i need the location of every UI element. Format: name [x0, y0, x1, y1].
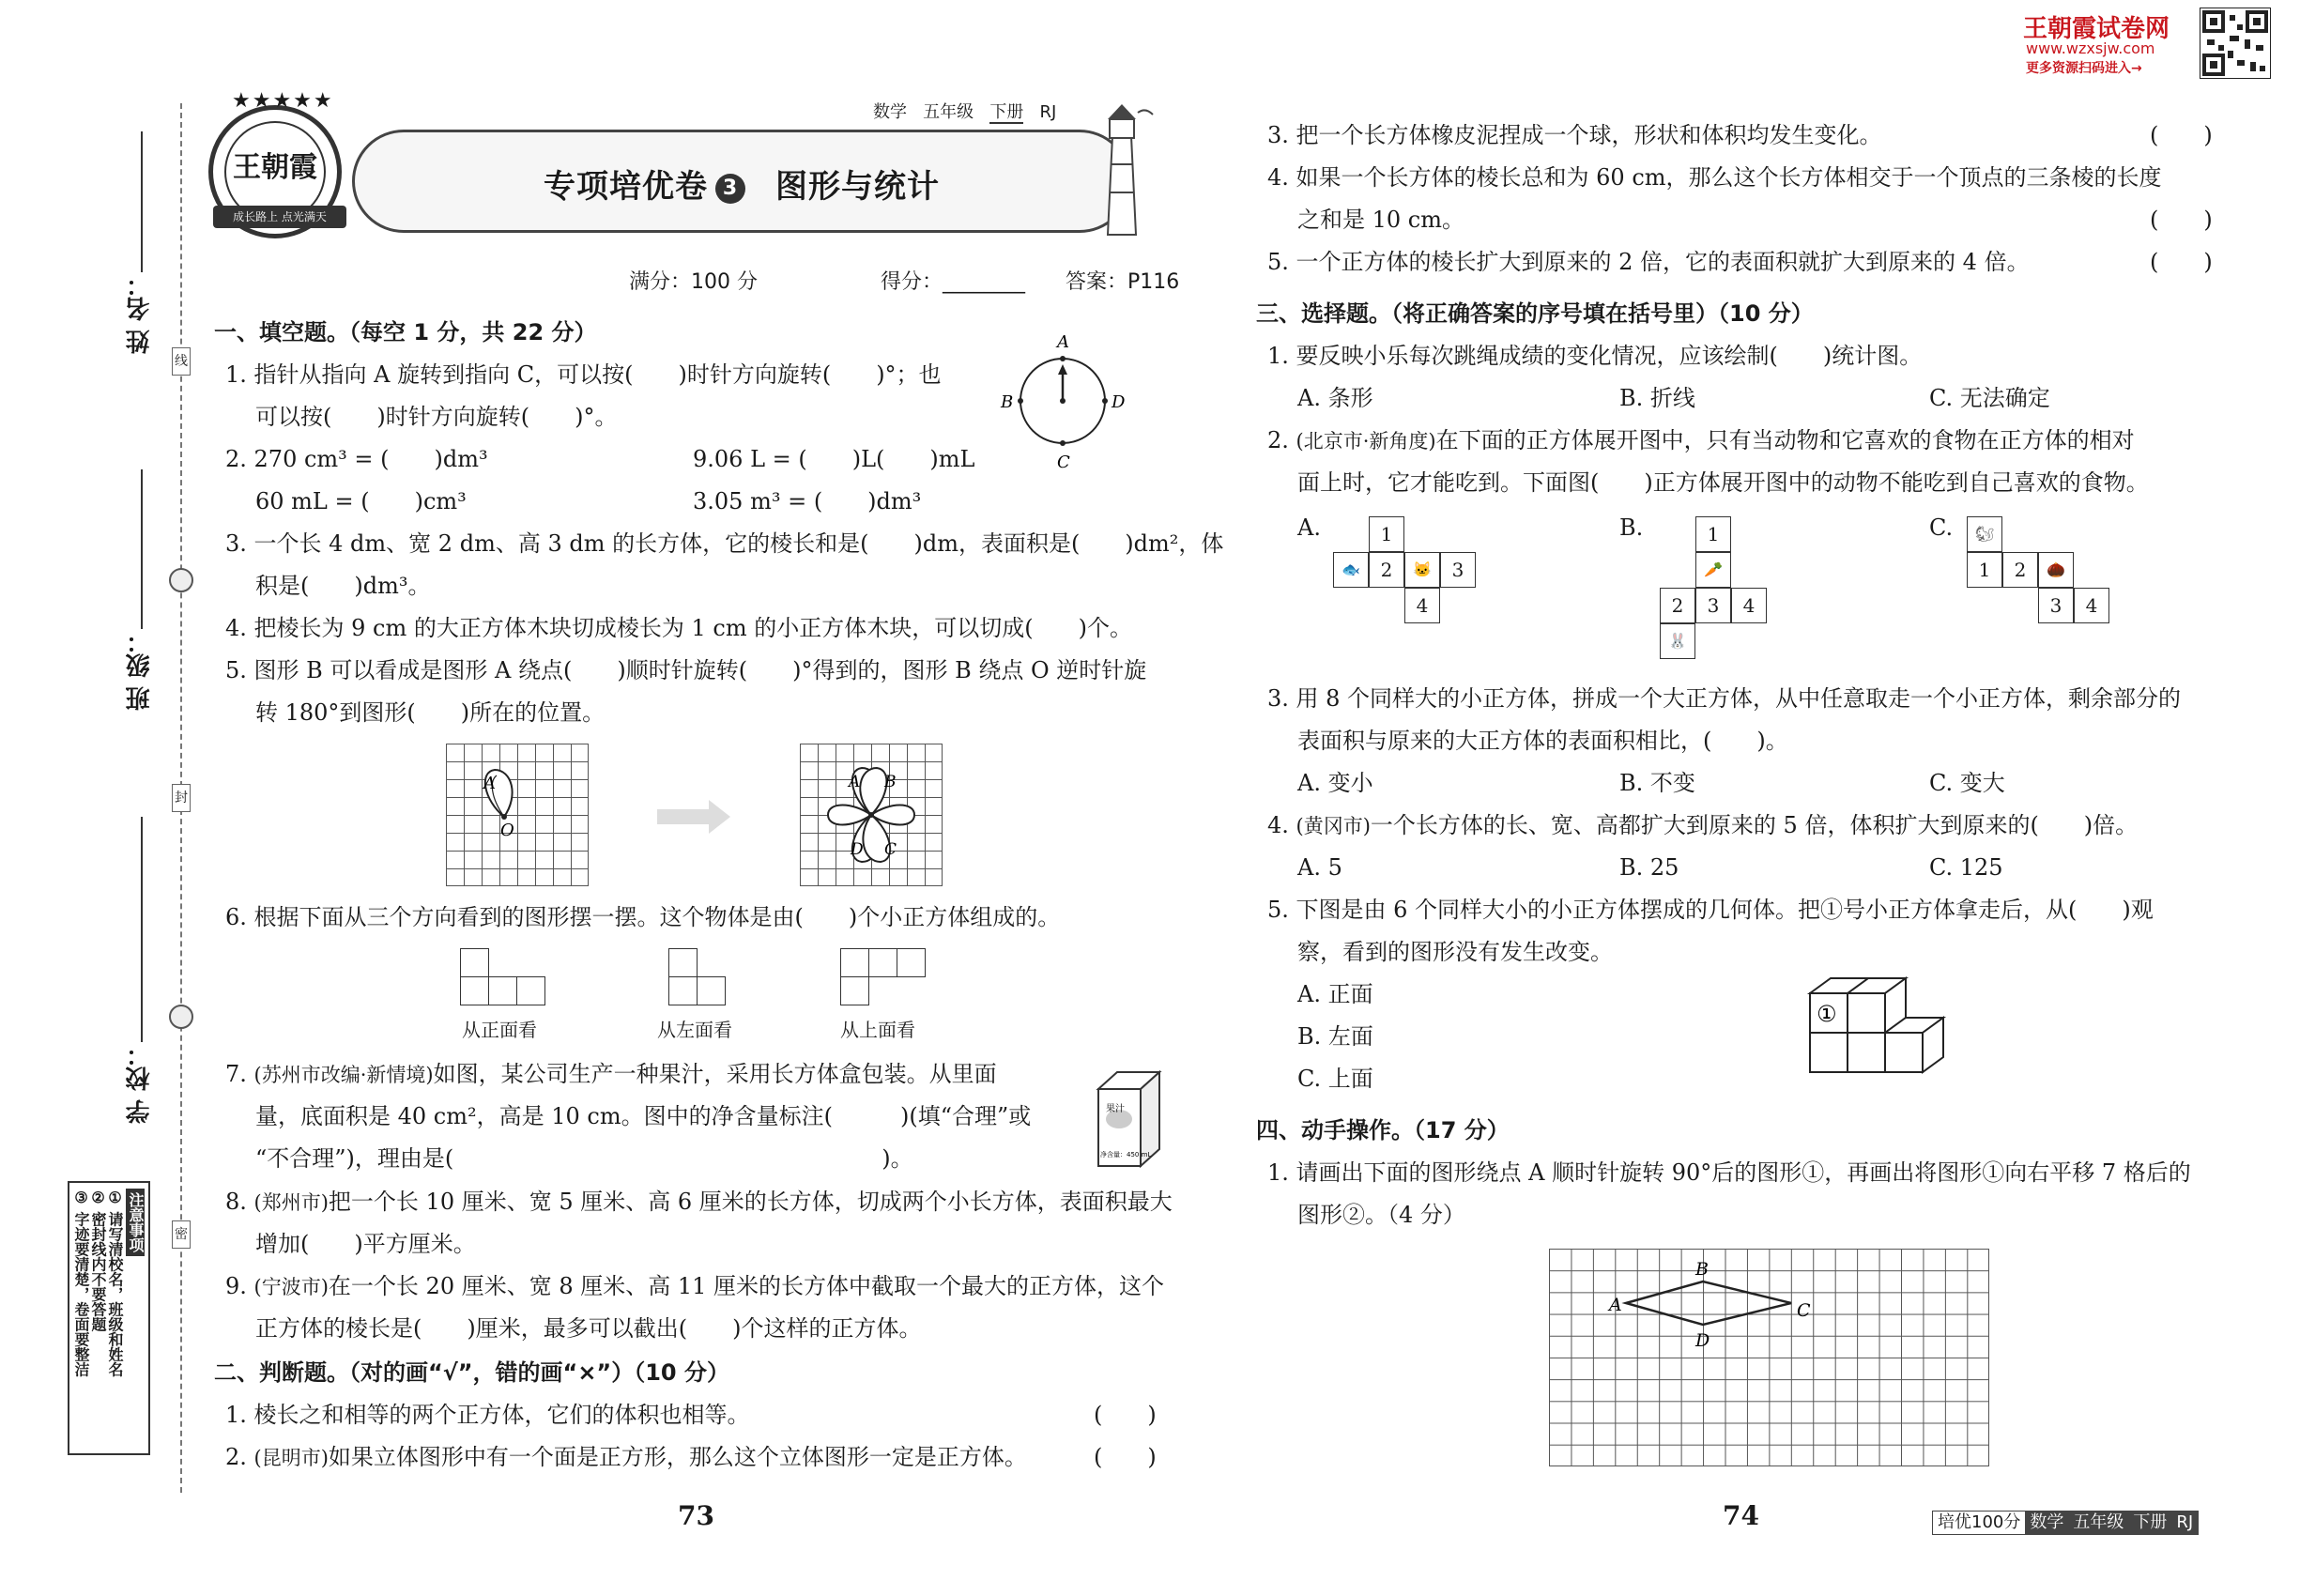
q6-top-view [840, 948, 934, 1014]
c2-net-c [1967, 516, 2117, 629]
q1-line1: 1. 指针从指向 A 旋转到指向 C，可以按( )时针方向旋转( )°；也 [225, 361, 942, 388]
arrow-right-icon [657, 800, 732, 834]
q2-b2: 3.05 m³ = ( )dm³ [693, 488, 922, 514]
footer-tag-item: 培优100分 [1938, 1512, 2021, 1532]
j4-line1: 4. 如果一个长方体的棱长总和为 60 cm，那么这个长方体相交于一个顶点的三条棱的长度 [1267, 164, 2162, 191]
footer-tag-item: 下册 [2128, 1512, 2171, 1534]
animal-icon: 🐰 [1660, 623, 1695, 659]
q3-line2: 积是( )dm³。 [255, 573, 431, 599]
q5-line1: 5. 图形 B 可以看成是图形 A 绕点( )顺时针旋转( )°得到的，图形 B 绕点 O 逆时针旋 [225, 657, 1147, 683]
page-number-right: 74 [1723, 1500, 1759, 1531]
c5-cubes-figure [1793, 976, 1981, 1098]
school-label: 学 校： [126, 1042, 154, 1125]
q5-flower-figure [800, 744, 943, 886]
tag-edition: RJ [1039, 102, 1057, 122]
c3-option[interactable]: C. 变大 [1929, 770, 2005, 796]
j4-answer-paren[interactable]: ( ) [2150, 207, 2213, 233]
c3-line1: 3. 用 8 个同样大的小正方体，拼成一个大正方体，从中任意取走一个小正方体，剩余部分的 [1267, 685, 2182, 712]
net-cell: 2 [1369, 552, 1404, 588]
compass-label-c: C [1057, 453, 1070, 471]
c3-option[interactable]: A. 变小 [1297, 770, 1373, 796]
net-cell: 4 [2074, 588, 2109, 623]
q6-front-view [460, 948, 554, 1014]
q8-text: 把一个长 10 厘米、宽 5 厘米、高 6 厘米的长方体，切成两个小长方体，表面积最大 [328, 1189, 1173, 1215]
c4-line: 4. (黄冈市)一个长方体的长、宽、高都扩大到原来的 5 倍，体积扩大到原来的( )倍。 [1267, 812, 2139, 838]
point-label-a: A [1609, 1295, 1622, 1315]
j3-line: 3. 把一个长方体橡皮泥捏成一个球，形状和体积均发生变化。 [1267, 122, 1882, 148]
c2-option-b-label[interactable]: B. [1619, 514, 1644, 541]
q5-after-label-b: B [884, 773, 897, 791]
brand-logo [208, 89, 342, 238]
footer-tag-item: RJ [2171, 1512, 2198, 1534]
title-number: 3 [715, 174, 745, 204]
q5-line2: 转 180°到图形( )所在的位置。 [255, 699, 606, 726]
q6-view-label: 从正面看 [462, 1019, 537, 1041]
title-main: 图形与统计 [775, 168, 940, 206]
animal-icon: 🌰 [2038, 552, 2074, 588]
animal-icon: 🐟 [1333, 552, 1369, 588]
net-cell: 2 [2002, 552, 2038, 588]
page-title [355, 161, 1128, 207]
q4-line: 4. 把棱长为 9 cm 的大正方体木块切成棱长为 1 cm 的小正方体木块，可以切成( )个。 [225, 615, 1132, 641]
j2-line: 2. (昆明市)如果立体图形中有一个面是正方形，那么这个立体图形一定是正方体。 [225, 1444, 1027, 1470]
site-url[interactable]: www.wzxsjw.com [2026, 39, 2155, 57]
j5-line: 5. 一个正方体的棱长扩大到原来的 2 倍，它的表面积就扩大到原来的 4 倍。 [1267, 249, 2030, 275]
net-cell: 3 [2038, 588, 2074, 623]
c1-option[interactable]: B. 折线 [1619, 385, 1695, 411]
logo-text: 王朝霞 [233, 151, 317, 184]
q5-petal-figure [446, 744, 589, 886]
answer-ref: 答案：P116 [1066, 270, 1180, 294]
juice-box-volume: 净含量：450 mL [1100, 1151, 1152, 1159]
stars-icon: ★★★★★ [232, 89, 334, 113]
q5-after-label-c: C [884, 840, 897, 859]
notice-item: ③ 字迹要清楚，卷面要整洁 [72, 1189, 90, 1377]
c1-option[interactable]: C. 无法确定 [1929, 385, 2050, 411]
q3-line1: 3. 一个长 4 dm、宽 2 dm、高 3 dm 的长方体，它的棱长和是( )dm，表面积是( )dm²，体 [225, 530, 1224, 557]
q9-line2: 正方体的棱长是( )厘米，最多可以截出( )个这样的正方体。 [255, 1315, 922, 1342]
lighthouse-icon [1080, 99, 1164, 239]
c4-source: (黄冈市) [1296, 815, 1371, 837]
j5-answer-paren[interactable]: ( ) [2150, 249, 2213, 275]
animal-icon: 🥕 [1695, 552, 1731, 588]
j2-source: (昆明市) [253, 1447, 329, 1469]
c2-net-a [1333, 516, 1483, 629]
title-prefix: 专项培优卷 [544, 168, 708, 206]
q9-line1: 9. (宁波市)在一个长 20 厘米、宽 8 厘米、高 11 厘米的长方体中截取一个最大的正方体，这个 [225, 1273, 1165, 1299]
notice-item: ② 密封线内不要答题 [89, 1189, 107, 1332]
c4-option[interactable]: C. 125 [1929, 854, 2003, 881]
footer-tag-item: 五年级 [2068, 1512, 2128, 1534]
site-tagline: 更多资源扫码进入→ [2026, 61, 2142, 76]
c3-option[interactable]: B. 不变 [1619, 770, 1695, 796]
section-fill-in-title: 一、填空题。（每空 1 分，共 22 分） [214, 319, 597, 345]
class-write-line[interactable] [141, 469, 143, 629]
q7-text: 如图，某公司生产一种果汁，采用长方体盒包装。从里面 [433, 1061, 997, 1087]
point-label-d: D [1695, 1330, 1710, 1351]
compass-label-b: B [1001, 392, 1014, 412]
q8-line2: 增加( )平方厘米。 [255, 1231, 476, 1257]
net-cell: 3 [1695, 588, 1731, 623]
q6-line: 6. 根据下面从三个方向看到的图形摆一摆。这个物体是由( )个小正方体组成的。 [225, 904, 1061, 930]
section-operation-title: 四、动手操作。（17 分） [1256, 1117, 1510, 1143]
seal-mark: 线 [172, 347, 191, 376]
q5-after-label-a: A [849, 773, 861, 791]
c2-line2: 面上时，它才能吃到。下面图( )正方体展开图中的动物不能吃到自己喜欢的食物。 [1297, 469, 2149, 496]
seal-mark: 封 [172, 784, 191, 812]
qr-code-icon[interactable] [2200, 8, 2271, 79]
section-choice-title: 三、选择题。（将正确答案的序号填在括号里）（10 分） [1256, 300, 1814, 327]
q7-source: (苏州市改编·新情境) [253, 1064, 434, 1086]
q2-b1: 60 mL = ( )cm³ [255, 488, 467, 514]
j2-text: 如果立体图形中有一个面是正方形，那么这个立体图形一定是正方体。 [328, 1444, 1027, 1470]
footer-tag-item: 数学 [2025, 1512, 2068, 1534]
section-judge-title: 二、判断题。（对的画“√”，错的画“×”）（10 分） [214, 1359, 729, 1386]
c2-line1: 2. (北京市·新角度)在下面的正方体展开图中，只有当动物和它喜欢的食物在正方体的相对 [1267, 427, 2135, 453]
net-cell: 4 [1404, 588, 1440, 623]
q9-source: (宁波市) [253, 1276, 329, 1298]
c5-option[interactable]: C. 上面 [1297, 1066, 1373, 1092]
q7-line1: 7. (苏州市改编·新情境)如图，某公司生产一种果汁，采用长方体盒包装。从里面 [225, 1061, 997, 1087]
c2-source: (北京市·新角度) [1296, 430, 1436, 453]
q6-left-view [668, 948, 744, 1014]
full-score: 满分：100 分 [629, 270, 758, 294]
c5-line2: 察，看到的图形没有发生改变。 [1297, 939, 1613, 965]
c4-option[interactable]: A. 5 [1297, 854, 1342, 881]
q5-after-label-d: D [851, 840, 864, 859]
point-label-b: B [1695, 1259, 1709, 1280]
binding-hole-icon [169, 568, 193, 592]
j2-answer-paren[interactable]: ( ) [1094, 1444, 1157, 1470]
c4-option[interactable]: B. 25 [1619, 854, 1679, 881]
j4-line2: 之和是 10 cm。 [1297, 207, 1464, 233]
school-write-line[interactable] [141, 817, 143, 1042]
title-banner [352, 130, 1131, 233]
seal-mark: 密 [172, 1220, 191, 1249]
q2-a2: 9.06 L = ( )L( )mL [693, 446, 975, 472]
c2-option-c-label[interactable]: C. [1929, 514, 1954, 541]
page-number-left: 73 [678, 1500, 714, 1531]
net-cell: 3 [1440, 552, 1476, 588]
c1-line: 1. 要反映小乐每次跳绳成绩的变化情况，应该绘制( )统计图。 [1267, 343, 1923, 369]
c1-option[interactable]: A. 条形 [1297, 385, 1373, 411]
j1-line: 1. 棱长之和相等的两个正方体，它们的体积也相等。 [225, 1402, 750, 1428]
c2-net-b [1660, 516, 1772, 667]
net-cell: 1 [1967, 552, 2002, 588]
tag-volume: 下册 [989, 102, 1024, 122]
q1-line2: 可以按( )时针方向旋转( )°。 [255, 404, 618, 430]
cube-mark-1: ① [1817, 1001, 1837, 1027]
notice-title: 注意事项 [126, 1189, 145, 1256]
c4-text: 一个长方体的长、宽、高都扩大到原来的 5 倍，体积扩大到原来的( )倍。 [1370, 812, 2139, 838]
tag-grade: 五年级 [923, 102, 974, 122]
c2-text: 在下面的正方体展开图中，只有当动物和它喜欢的食物在正方体的相对 [1435, 427, 2135, 453]
compass-label-a: A [1057, 332, 1069, 352]
header-tags [873, 99, 1056, 123]
q7-line2: 量，底面积是 40 cm²，高是 10 cm。图中的净含量标注( )(填“合理”或 [255, 1103, 1032, 1129]
juice-box-image [1089, 1061, 1183, 1174]
tag-subject: 数学 [873, 102, 907, 122]
j3-answer-paren[interactable]: ( ) [2150, 122, 2213, 148]
q8-source: (郑州市) [253, 1191, 329, 1214]
q7-line3: “不合理”)，理由是( )。 [255, 1145, 913, 1172]
name-label: 姓 名： [126, 272, 154, 355]
rhombus-figure [1549, 1249, 1990, 1466]
q6-view-label: 从左面看 [657, 1019, 732, 1041]
net-cell: 2 [1660, 588, 1695, 623]
c5-line1: 5. 下图是由 6 个同样大小的小正方体摆成的几何体。把①号小正方体拿走后，从( )观 [1267, 897, 2154, 923]
site-brand: 王朝霞试卷网 [2023, 15, 2170, 43]
o1-line2: 图形②。（4 分） [1297, 1202, 1465, 1228]
notice-box [68, 1181, 150, 1455]
notice-item: ① 请写清校名，班级和姓名 [106, 1189, 124, 1377]
q2-a1: 2. 270 cm³ = ( )dm³ [225, 446, 488, 472]
j1-answer-paren[interactable]: ( ) [1094, 1402, 1157, 1428]
score-field[interactable]: 得分：________ [881, 270, 1026, 294]
c5-option[interactable]: B. 左面 [1297, 1023, 1373, 1050]
c5-option[interactable]: A. 正面 [1297, 981, 1373, 1007]
net-cell: 4 [1731, 588, 1767, 623]
q5-label-a: A [483, 774, 496, 793]
q6-view-label: 从上面看 [840, 1019, 915, 1041]
net-cell: 1 [1369, 516, 1404, 552]
compass-label-d: D [1112, 392, 1126, 412]
class-label: 班 级： [126, 629, 154, 712]
juice-box-label: 果汁 [1106, 1104, 1125, 1114]
name-write-line[interactable] [141, 131, 143, 272]
compass-figure [995, 330, 1145, 471]
binding-hole-icon [169, 1005, 193, 1029]
q8-line1: 8. (郑州市)把一个长 10 厘米、宽 5 厘米、高 6 厘米的长方体，切成两个小长方体，表面积最大 [225, 1189, 1173, 1215]
c3-line2: 表面积与原来的大正方体的表面积相比，( )。 [1297, 728, 1788, 754]
logo-motto: 成长路上 点光满天 [213, 206, 346, 228]
q9-text: 在一个长 20 厘米、宽 8 厘米、高 11 厘米的长方体中截取一个最大的正方体，这个 [328, 1273, 1165, 1299]
o1-line1: 1. 请画出下面的图形绕点 A 顺时针旋转 90°后的图形①，再画出将图形①向右平移 7 格后的 [1267, 1159, 2191, 1186]
point-label-c: C [1797, 1300, 1811, 1321]
animal-icon: 🐿 [1967, 516, 2002, 552]
q5-label-o: O [500, 821, 514, 840]
footer-tag [1932, 1511, 2199, 1535]
c2-option-a-label[interactable]: A. [1297, 514, 1321, 541]
net-cell: 1 [1695, 516, 1731, 552]
animal-icon: 🐱 [1404, 552, 1440, 588]
